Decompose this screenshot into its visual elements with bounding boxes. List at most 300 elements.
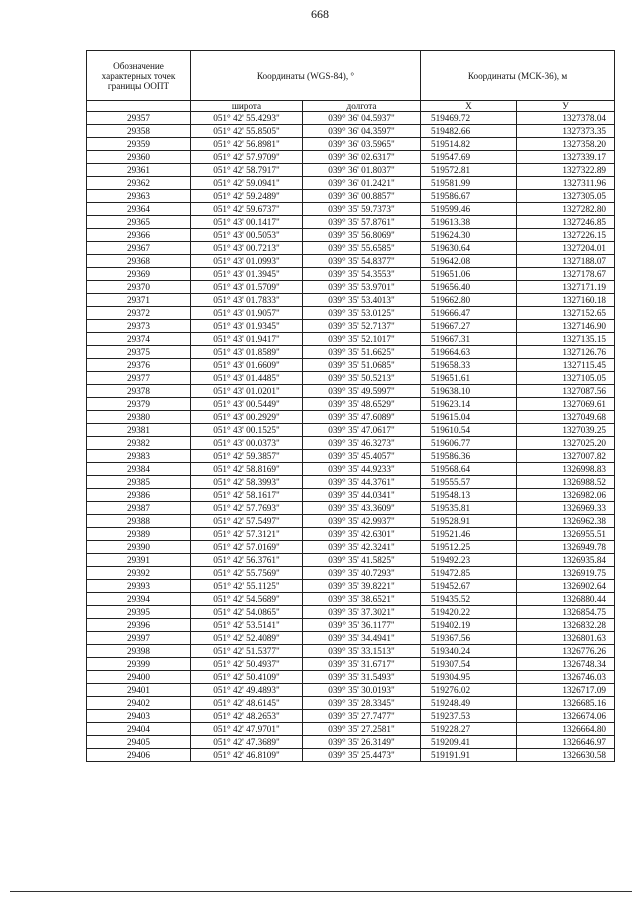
- longitude-cell: 039° 35' 43.3609": [303, 502, 421, 515]
- table-row: [87, 333, 615, 346]
- x-cell: 519555.57: [421, 476, 517, 489]
- longitude-cell: 039° 35' 49.5997": [303, 385, 421, 398]
- longitude-cell: 039° 35' 37.3021": [303, 606, 421, 619]
- y-cell: 1326988.52: [517, 476, 615, 489]
- header-y: У: [517, 101, 615, 112]
- y-cell: 1326902.64: [517, 580, 615, 593]
- y-cell: 1326801.63: [517, 632, 615, 645]
- latitude-cell: 051° 42' 52.4089": [191, 632, 303, 645]
- latitude-cell: 051° 42' 50.4109": [191, 671, 303, 684]
- x-cell: 519586.36: [421, 450, 517, 463]
- x-cell: 519514.82: [421, 138, 517, 151]
- table-row: [87, 112, 615, 125]
- point-id-cell: 29393: [87, 580, 191, 593]
- table-row: [87, 736, 615, 749]
- point-id-cell: 29396: [87, 619, 191, 632]
- latitude-cell: 051° 42' 57.9709": [191, 151, 303, 164]
- latitude-cell: 051° 42' 57.5497": [191, 515, 303, 528]
- longitude-cell: 039° 35' 45.4057": [303, 450, 421, 463]
- x-cell: 519472.85: [421, 567, 517, 580]
- point-id-cell: 29401: [87, 684, 191, 697]
- point-id-cell: 29357: [87, 112, 191, 125]
- point-id-cell: 29360: [87, 151, 191, 164]
- point-id-cell: 29383: [87, 450, 191, 463]
- x-cell: 519276.02: [421, 684, 517, 697]
- x-cell: 519307.54: [421, 658, 517, 671]
- longitude-cell: 039° 35' 44.0341": [303, 489, 421, 502]
- y-cell: 1326664.80: [517, 723, 615, 736]
- table-row: [87, 424, 615, 437]
- x-cell: 519367.56: [421, 632, 517, 645]
- point-id-cell: 29361: [87, 164, 191, 177]
- y-cell: 1327115.45: [517, 359, 615, 372]
- latitude-cell: 051° 43' 01.5709": [191, 281, 303, 294]
- longitude-cell: 039° 35' 48.6529": [303, 398, 421, 411]
- latitude-cell: 051° 42' 53.5141": [191, 619, 303, 632]
- point-id-cell: 29367: [87, 242, 191, 255]
- x-cell: 519667.27: [421, 320, 517, 333]
- latitude-cell: 051° 42' 54.5689": [191, 593, 303, 606]
- y-cell: 1326832.28: [517, 619, 615, 632]
- longitude-cell: 039° 35' 50.5213": [303, 372, 421, 385]
- table-row: [87, 151, 615, 164]
- latitude-cell: 051° 43' 01.9057": [191, 307, 303, 320]
- point-id-cell: 29363: [87, 190, 191, 203]
- table-row: [87, 359, 615, 372]
- y-cell: 1327171.19: [517, 281, 615, 294]
- x-cell: 519613.38: [421, 216, 517, 229]
- latitude-cell: 051° 42' 47.3689": [191, 736, 303, 749]
- latitude-cell: 051° 43' 01.0201": [191, 385, 303, 398]
- latitude-cell: 051° 42' 55.7569": [191, 567, 303, 580]
- longitude-cell: 039° 35' 54.3553": [303, 268, 421, 281]
- y-cell: 1326717.09: [517, 684, 615, 697]
- point-id-cell: 29376: [87, 359, 191, 372]
- point-id-cell: 29375: [87, 346, 191, 359]
- longitude-cell: 039° 35' 27.2581": [303, 723, 421, 736]
- y-cell: 1326748.34: [517, 658, 615, 671]
- x-cell: 519667.31: [421, 333, 517, 346]
- point-id-cell: 29391: [87, 554, 191, 567]
- latitude-cell: 051° 42' 58.7917": [191, 164, 303, 177]
- latitude-cell: 051° 42' 58.3993": [191, 476, 303, 489]
- table-row: [87, 411, 615, 424]
- y-cell: 1327135.15: [517, 333, 615, 346]
- table-row: [87, 320, 615, 333]
- y-cell: 1327146.90: [517, 320, 615, 333]
- x-cell: 519492.23: [421, 554, 517, 567]
- y-cell: 1326969.33: [517, 502, 615, 515]
- x-cell: 519572.81: [421, 164, 517, 177]
- longitude-cell: 039° 35' 51.0685": [303, 359, 421, 372]
- table-row: [87, 723, 615, 736]
- y-cell: 1327049.68: [517, 411, 615, 424]
- latitude-cell: 051° 43' 00.2929": [191, 411, 303, 424]
- point-id-cell: 29405: [87, 736, 191, 749]
- longitude-cell: 039° 35' 56.8069": [303, 229, 421, 242]
- table-row: [87, 177, 615, 190]
- y-cell: 1327204.01: [517, 242, 615, 255]
- table-row: [87, 164, 615, 177]
- longitude-cell: 039° 35' 44.3761": [303, 476, 421, 489]
- y-cell: 1326630.58: [517, 749, 615, 762]
- latitude-cell: 051° 43' 00.1525": [191, 424, 303, 437]
- y-cell: 1326646.97: [517, 736, 615, 749]
- table-row: [87, 255, 615, 268]
- header-x: X: [421, 101, 517, 112]
- header-msk36: Координаты (МСК-36), м: [421, 51, 615, 101]
- x-cell: 519547.69: [421, 151, 517, 164]
- table-row: [87, 450, 615, 463]
- table-row: [87, 619, 615, 632]
- y-cell: 1327039.25: [517, 424, 615, 437]
- y-cell: 1327339.17: [517, 151, 615, 164]
- table-row: [87, 554, 615, 567]
- x-cell: 519191.91: [421, 749, 517, 762]
- table-row: [87, 372, 615, 385]
- latitude-cell: 051° 42' 48.6145": [191, 697, 303, 710]
- point-id-cell: 29384: [87, 463, 191, 476]
- table-row: [87, 268, 615, 281]
- longitude-cell: 039° 35' 42.3241": [303, 541, 421, 554]
- point-id-cell: 29370: [87, 281, 191, 294]
- latitude-cell: 051° 42' 58.8169": [191, 463, 303, 476]
- y-cell: 1326935.84: [517, 554, 615, 567]
- latitude-cell: 051° 43' 01.6609": [191, 359, 303, 372]
- latitude-cell: 051° 42' 46.8109": [191, 749, 303, 762]
- point-id-cell: 29392: [87, 567, 191, 580]
- table-row: [87, 216, 615, 229]
- table-row: [87, 671, 615, 684]
- point-id-cell: 29364: [87, 203, 191, 216]
- latitude-cell: 051° 42' 59.3857": [191, 450, 303, 463]
- point-id-cell: 29374: [87, 333, 191, 346]
- y-cell: 1327126.76: [517, 346, 615, 359]
- x-cell: 519586.67: [421, 190, 517, 203]
- latitude-cell: 051° 43' 01.8589": [191, 346, 303, 359]
- x-cell: 519568.64: [421, 463, 517, 476]
- page-number: 668: [311, 7, 329, 21]
- point-id-cell: 29366: [87, 229, 191, 242]
- header-longitude: долгота: [303, 101, 421, 112]
- latitude-cell: 051° 43' 00.5449": [191, 398, 303, 411]
- x-cell: 519624.30: [421, 229, 517, 242]
- y-cell: 1326880.44: [517, 593, 615, 606]
- longitude-cell: 039° 35' 30.0193": [303, 684, 421, 697]
- longitude-cell: 039° 35' 51.6625": [303, 346, 421, 359]
- longitude-cell: 039° 36' 00.8857": [303, 190, 421, 203]
- table-row: [87, 580, 615, 593]
- x-cell: 519209.41: [421, 736, 517, 749]
- longitude-cell: 039° 35' 53.0125": [303, 307, 421, 320]
- point-id-cell: 29402: [87, 697, 191, 710]
- latitude-cell: 051° 43' 01.9345": [191, 320, 303, 333]
- table-row: [87, 528, 615, 541]
- longitude-cell: 039° 35' 44.9233": [303, 463, 421, 476]
- table-row: [87, 567, 615, 580]
- y-cell: 1327282.80: [517, 203, 615, 216]
- longitude-cell: 039° 35' 57.8761": [303, 216, 421, 229]
- point-id-cell: 29385: [87, 476, 191, 489]
- table-row: [87, 242, 615, 255]
- table-row: [87, 125, 615, 138]
- longitude-cell: 039° 35' 53.9701": [303, 281, 421, 294]
- point-id-cell: 29372: [87, 307, 191, 320]
- table-row: [87, 294, 615, 307]
- x-cell: 519521.46: [421, 528, 517, 541]
- latitude-cell: 051° 42' 57.0169": [191, 541, 303, 554]
- x-cell: 519658.33: [421, 359, 517, 372]
- point-id-cell: 29358: [87, 125, 191, 138]
- table-row: [87, 697, 615, 710]
- table-row: [87, 684, 615, 697]
- latitude-cell: 051° 42' 56.3761": [191, 554, 303, 567]
- x-cell: 519642.08: [421, 255, 517, 268]
- latitude-cell: 051° 42' 48.2653": [191, 710, 303, 723]
- point-id-cell: 29371: [87, 294, 191, 307]
- table-row: [87, 138, 615, 151]
- x-cell: 519599.46: [421, 203, 517, 216]
- point-id-cell: 29387: [87, 502, 191, 515]
- header-blank: [87, 101, 191, 112]
- point-id-cell: 29382: [87, 437, 191, 450]
- x-cell: 519435.52: [421, 593, 517, 606]
- latitude-cell: 051° 43' 00.5053": [191, 229, 303, 242]
- point-id-cell: 29400: [87, 671, 191, 684]
- latitude-cell: 051° 43' 01.9417": [191, 333, 303, 346]
- latitude-cell: 051° 43' 01.7833": [191, 294, 303, 307]
- y-cell: 1326998.83: [517, 463, 615, 476]
- y-cell: 1326685.16: [517, 697, 615, 710]
- y-cell: 1327178.67: [517, 268, 615, 281]
- table-row: [87, 463, 615, 476]
- latitude-cell: 051° 42' 59.0941": [191, 177, 303, 190]
- point-id-cell: 29397: [87, 632, 191, 645]
- table-row: [87, 710, 615, 723]
- latitude-cell: 051° 42' 55.8505": [191, 125, 303, 138]
- latitude-cell: 051° 43' 01.3945": [191, 268, 303, 281]
- x-cell: 519662.80: [421, 294, 517, 307]
- y-cell: 1326949.78: [517, 541, 615, 554]
- y-cell: 1326919.75: [517, 567, 615, 580]
- x-cell: 519340.24: [421, 645, 517, 658]
- latitude-cell: 051° 42' 47.9701": [191, 723, 303, 736]
- latitude-cell: 051° 42' 59.2489": [191, 190, 303, 203]
- table-body: [87, 112, 615, 762]
- longitude-cell: 039° 35' 52.1017": [303, 333, 421, 346]
- x-cell: 519304.95: [421, 671, 517, 684]
- table-row: [87, 541, 615, 554]
- point-id-cell: 29373: [87, 320, 191, 333]
- x-cell: 519623.14: [421, 398, 517, 411]
- longitude-cell: 039° 35' 52.7137": [303, 320, 421, 333]
- point-id-cell: 29394: [87, 593, 191, 606]
- y-cell: 1327311.96: [517, 177, 615, 190]
- latitude-cell: 051° 42' 57.7693": [191, 502, 303, 515]
- point-id-cell: 29359: [87, 138, 191, 151]
- point-id-cell: 29386: [87, 489, 191, 502]
- point-id-cell: 29362: [87, 177, 191, 190]
- point-id-cell: 29369: [87, 268, 191, 281]
- point-id-cell: 29398: [87, 645, 191, 658]
- point-id-cell: 29368: [87, 255, 191, 268]
- table-row: [87, 437, 615, 450]
- x-cell: 519651.61: [421, 372, 517, 385]
- longitude-cell: 039° 35' 27.7477": [303, 710, 421, 723]
- longitude-cell: 039° 35' 53.4013": [303, 294, 421, 307]
- header-point-id: Обозначение характерных точек границы ООПТ: [87, 51, 191, 101]
- table-row: [87, 489, 615, 502]
- x-cell: 519452.67: [421, 580, 517, 593]
- coordinates-table: [86, 50, 615, 762]
- y-cell: 1327007.82: [517, 450, 615, 463]
- x-cell: 519666.47: [421, 307, 517, 320]
- x-cell: 519581.99: [421, 177, 517, 190]
- longitude-cell: 039° 35' 55.6585": [303, 242, 421, 255]
- point-id-cell: 29403: [87, 710, 191, 723]
- longitude-cell: 039° 35' 36.1177": [303, 619, 421, 632]
- y-cell: 1327322.89: [517, 164, 615, 177]
- table-row: [87, 632, 615, 645]
- table-row: [87, 307, 615, 320]
- point-id-cell: 29378: [87, 385, 191, 398]
- table-row: [87, 658, 615, 671]
- latitude-cell: 051° 42' 58.1617": [191, 489, 303, 502]
- y-cell: 1326854.75: [517, 606, 615, 619]
- y-cell: 1327087.56: [517, 385, 615, 398]
- table-row: [87, 385, 615, 398]
- longitude-cell: 039° 36' 02.6317": [303, 151, 421, 164]
- longitude-cell: 039° 36' 01.8037": [303, 164, 421, 177]
- x-cell: 519237.53: [421, 710, 517, 723]
- longitude-cell: 039° 36' 01.2421": [303, 177, 421, 190]
- x-cell: 519638.10: [421, 385, 517, 398]
- x-cell: 519606.77: [421, 437, 517, 450]
- y-cell: 1327025.20: [517, 437, 615, 450]
- y-cell: 1326746.03: [517, 671, 615, 684]
- point-id-cell: 29379: [87, 398, 191, 411]
- y-cell: 1327069.61: [517, 398, 615, 411]
- longitude-cell: 039° 35' 42.9937": [303, 515, 421, 528]
- table-row: [87, 606, 615, 619]
- y-cell: 1326674.06: [517, 710, 615, 723]
- header-wgs84: Координаты (WGS-84), °: [191, 51, 421, 101]
- latitude-cell: 051° 43' 00.0373": [191, 437, 303, 450]
- x-cell: 519651.06: [421, 268, 517, 281]
- point-id-cell: 29404: [87, 723, 191, 736]
- y-cell: 1327373.35: [517, 125, 615, 138]
- latitude-cell: 051° 43' 01.0993": [191, 255, 303, 268]
- point-id-cell: 29381: [87, 424, 191, 437]
- longitude-cell: 039° 35' 31.6717": [303, 658, 421, 671]
- y-cell: 1327305.05: [517, 190, 615, 203]
- longitude-cell: 039° 35' 42.6301": [303, 528, 421, 541]
- y-cell: 1327246.85: [517, 216, 615, 229]
- x-cell: 519469.72: [421, 112, 517, 125]
- table-row: [87, 476, 615, 489]
- y-cell: 1327188.07: [517, 255, 615, 268]
- longitude-cell: 039° 35' 46.3273": [303, 437, 421, 450]
- table-row: [87, 203, 615, 216]
- latitude-cell: 051° 42' 49.4893": [191, 684, 303, 697]
- table-row: [87, 398, 615, 411]
- latitude-cell: 051° 42' 51.5377": [191, 645, 303, 658]
- longitude-cell: 039° 35' 25.4473": [303, 749, 421, 762]
- point-id-cell: 29406: [87, 749, 191, 762]
- table-row: [87, 749, 615, 762]
- y-cell: 1326982.06: [517, 489, 615, 502]
- point-id-cell: 29399: [87, 658, 191, 671]
- longitude-cell: 039° 35' 54.8377": [303, 255, 421, 268]
- longitude-cell: 039° 36' 03.5965": [303, 138, 421, 151]
- table-row: [87, 281, 615, 294]
- y-cell: 1326776.26: [517, 645, 615, 658]
- x-cell: 519420.22: [421, 606, 517, 619]
- y-cell: 1327160.18: [517, 294, 615, 307]
- latitude-cell: 051° 42' 59.6737": [191, 203, 303, 216]
- x-cell: 519512.25: [421, 541, 517, 554]
- table-row: [87, 515, 615, 528]
- latitude-cell: 051° 42' 55.1125": [191, 580, 303, 593]
- x-cell: 519548.13: [421, 489, 517, 502]
- latitude-cell: 051° 42' 50.4937": [191, 658, 303, 671]
- longitude-cell: 039° 36' 04.5937": [303, 112, 421, 125]
- x-cell: 519482.66: [421, 125, 517, 138]
- bottom-divider: [10, 891, 632, 892]
- point-id-cell: 29389: [87, 528, 191, 541]
- y-cell: 1327358.20: [517, 138, 615, 151]
- y-cell: 1327152.65: [517, 307, 615, 320]
- longitude-cell: 039° 35' 34.4941": [303, 632, 421, 645]
- longitude-cell: 039° 35' 47.6089": [303, 411, 421, 424]
- latitude-cell: 051° 43' 00.7213": [191, 242, 303, 255]
- longitude-cell: 039° 35' 41.5825": [303, 554, 421, 567]
- y-cell: 1326962.38: [517, 515, 615, 528]
- point-id-cell: 29388: [87, 515, 191, 528]
- longitude-cell: 039° 35' 39.8221": [303, 580, 421, 593]
- table-row: [87, 593, 615, 606]
- latitude-cell: 051° 42' 56.8981": [191, 138, 303, 151]
- longitude-cell: 039° 35' 26.3149": [303, 736, 421, 749]
- longitude-cell: 039° 35' 31.5493": [303, 671, 421, 684]
- point-id-cell: 29365: [87, 216, 191, 229]
- latitude-cell: 051° 43' 01.4485": [191, 372, 303, 385]
- longitude-cell: 039° 35' 28.3345": [303, 697, 421, 710]
- longitude-cell: 039° 36' 04.3597": [303, 125, 421, 138]
- table-row: [87, 190, 615, 203]
- x-cell: 519528.91: [421, 515, 517, 528]
- table-row: [87, 229, 615, 242]
- latitude-cell: 051° 42' 54.0865": [191, 606, 303, 619]
- y-cell: 1327378.04: [517, 112, 615, 125]
- x-cell: 519610.54: [421, 424, 517, 437]
- longitude-cell: 039° 35' 59.7373": [303, 203, 421, 216]
- table-row: [87, 346, 615, 359]
- longitude-cell: 039° 35' 38.6521": [303, 593, 421, 606]
- longitude-cell: 039° 35' 47.0617": [303, 424, 421, 437]
- table-row: [87, 645, 615, 658]
- point-id-cell: 29380: [87, 411, 191, 424]
- y-cell: 1327226.15: [517, 229, 615, 242]
- longitude-cell: 039° 35' 33.1513": [303, 645, 421, 658]
- x-cell: 519248.49: [421, 697, 517, 710]
- longitude-cell: 039° 35' 40.7293": [303, 567, 421, 580]
- x-cell: 519228.27: [421, 723, 517, 736]
- latitude-cell: 051° 42' 55.4293": [191, 112, 303, 125]
- point-id-cell: 29377: [87, 372, 191, 385]
- x-cell: 519656.40: [421, 281, 517, 294]
- latitude-cell: 051° 43' 00.1417": [191, 216, 303, 229]
